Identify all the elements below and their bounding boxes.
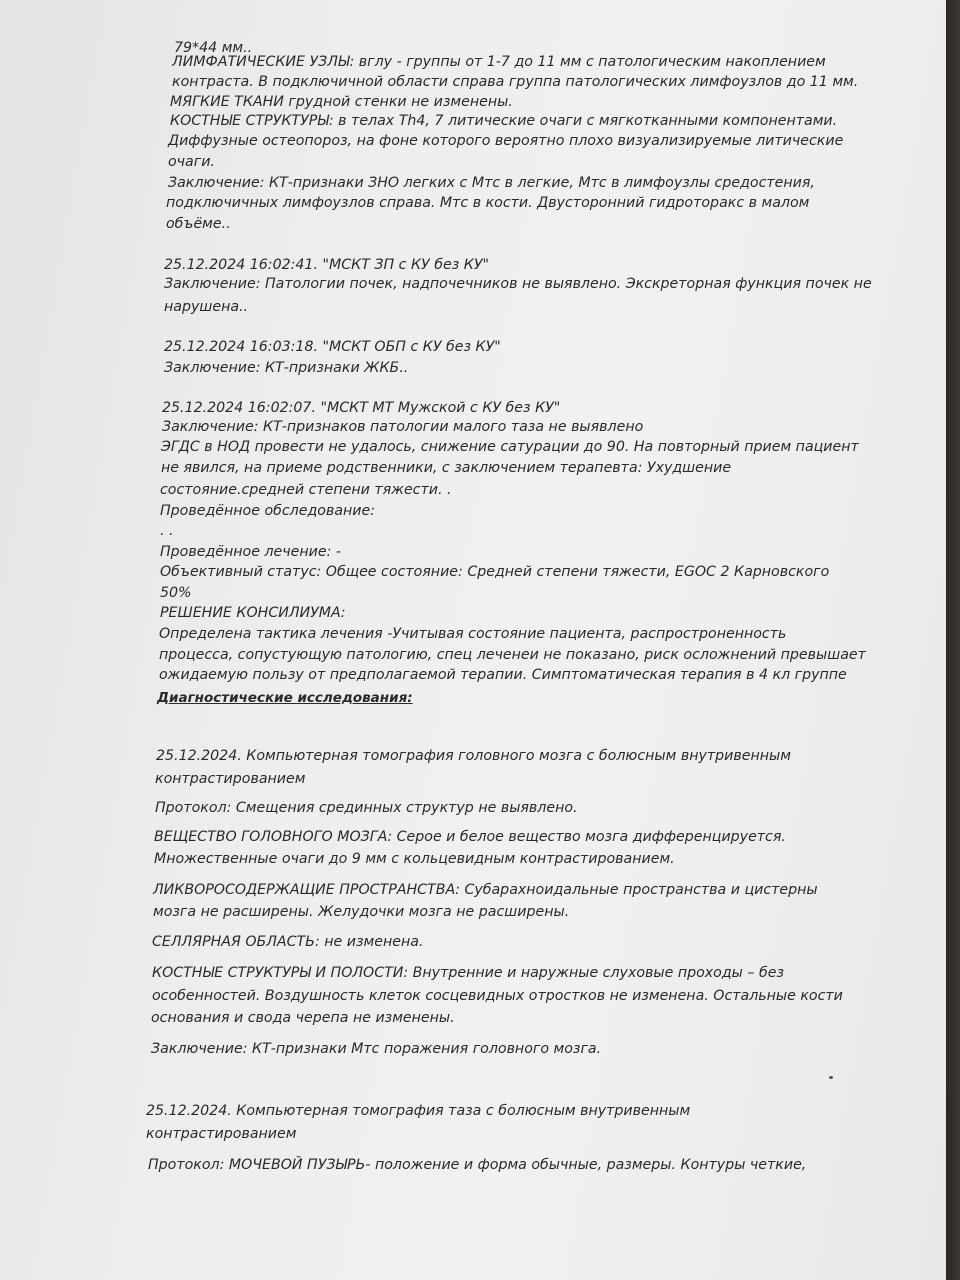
text-line: Диффузные остеопороз, на фоне которого вероятно плохо визуализируемые литические — [168, 133, 844, 149]
text-line: МЯГКИЕ ТКАНИ грудной стенки не изменены. — [170, 94, 513, 110]
text-line: 25.12.2024 16:02:41. "МСКТ ЗП с КУ без КУ" — [164, 257, 489, 273]
text-line: очаги. — [168, 154, 215, 170]
text-line: 79*44 мм.. — [174, 40, 253, 56]
text-line: Протокол: МОЧЕВОЙ ПУЗЫРЬ- положение и форма обычные, размеры. Контуры четкие, — [148, 1157, 807, 1173]
text-line: ЛИМФАТИЧЕСКИЕ УЗЛЫ: вглу - группы от 1-7 до 11 мм с патологическим накоплением — [172, 54, 826, 70]
text-line: Протокол: Смещения срединных структур не выявлено. — [155, 800, 578, 816]
text-line: ожидаемую пользу от предполагаемой терапии. Симптоматическая терапия в 4 кл группе — [159, 667, 847, 683]
text-line: Заключение: КТ-признаки ЖКБ.. — [164, 360, 409, 376]
background-edge — [946, 0, 960, 1280]
text-line: мозга не расширены. Желудочки мозга не расширены. — [153, 904, 570, 920]
text-line: 25.12.2024 16:02:07. "МСКТ МТ Мужской с КУ без КУ" — [162, 400, 561, 416]
text-line: Объективный статус: Общее состояние: Средней степени тяжести, EGOC 2 Карновского — [160, 564, 830, 580]
text-line: 25.12.2024. Компьютерная томография таза с болюсным внутривенным — [146, 1103, 691, 1119]
text-line: нарушена.. — [164, 299, 249, 315]
text-line: Заключение: КТ-признаков патологии малого таза не выявлено — [162, 419, 644, 435]
text-line: Заключение: Патологии почек, надпочечников не выявлено. Экскреторная функция почек не — [164, 276, 872, 292]
text-line: процесса, сопустующую патологию, спец леченеи не показано, риск осложнений превышает — [159, 647, 866, 663]
text-line: Проведённое лечение: - — [160, 544, 341, 560]
text-line: подключичных лимфоузлов справа. Мтс в кости. Двусторонний гидроторакс в малом — [166, 195, 810, 211]
text-line: СЕЛЛЯРНАЯ ОБЛАСТЬ: не изменена. — [152, 934, 424, 950]
text-line: Определена тактика лечения -Учитывая состояние пациента, распростроненность — [159, 626, 787, 642]
text-line: особенностей. Воздушность клеток сосцевидных отростков не изменена. Остальные кости — [152, 988, 843, 1004]
section-heading: Диагностические исследования: — [157, 690, 413, 706]
text-line: контрастированием — [155, 771, 306, 787]
text-line: 25.12.2024 16:03:18. "МСКТ ОБП с КУ без КУ" — [164, 339, 501, 355]
text-line: контраста. В подключичной области справа группа патологических лимфоузлов до 11 мм. — [172, 74, 859, 90]
text-line: Проведённое обследование: — [160, 503, 376, 519]
text-line: основания и свода черепа не изменены. — [151, 1010, 455, 1026]
text-line: Заключение: КТ-признаки Мтс поражения головного мозга. — [151, 1041, 602, 1057]
text-line: РЕШЕНИЕ КОНСИЛИУМА: — [160, 605, 346, 621]
text-line: 25.12.2024. Компьютерная томография головного мозга с болюсным внутривенным — [156, 748, 791, 764]
text-line: Множественные очаги до 9 мм с кольцевидным контрастированием. — [154, 851, 675, 867]
text-line: Заключение: КТ-признаки ЗНО легких с Мтс в легкие, Мтс в лимфоузлы средостения, — [168, 175, 815, 191]
text-line: ЛИКВОРОСОДЕРЖАЩИЕ ПРОСТРАНСТВА: Субарахноидальные пространства и цистерны — [153, 882, 818, 898]
text-line: состояние.средней степени тяжести. . — [160, 482, 452, 498]
text-line: КОСТНЫЕ СТРУКТУРЫ И ПОЛОСТИ: Внутренние и наружные слуховые проходы – без — [152, 965, 785, 981]
text-line: КОСТНЫЕ СТРУКТУРЫ: в телах Th4, 7 литические очаги с мягкотканными компонентами. — [170, 113, 838, 129]
text-line: . . — [160, 523, 174, 539]
text-line: контрастированием — [146, 1126, 297, 1142]
text-line: объёме.. — [166, 216, 231, 232]
text-line: 50% — [160, 585, 192, 601]
text-line: ЭГДС в НОД провести не удалось, снижение сатурации до 90. На повторный прием пациент — [161, 439, 859, 455]
text-line: не явился, на приеме родственники, с заключением терапевта: Ухудшение — [161, 460, 732, 476]
text-line: ВЕЩЕСТВО ГОЛОВНОГО МОЗГА: Серое и белое вещество мозга дифференцируется. — [154, 829, 786, 845]
paper-speck — [829, 1076, 833, 1079]
